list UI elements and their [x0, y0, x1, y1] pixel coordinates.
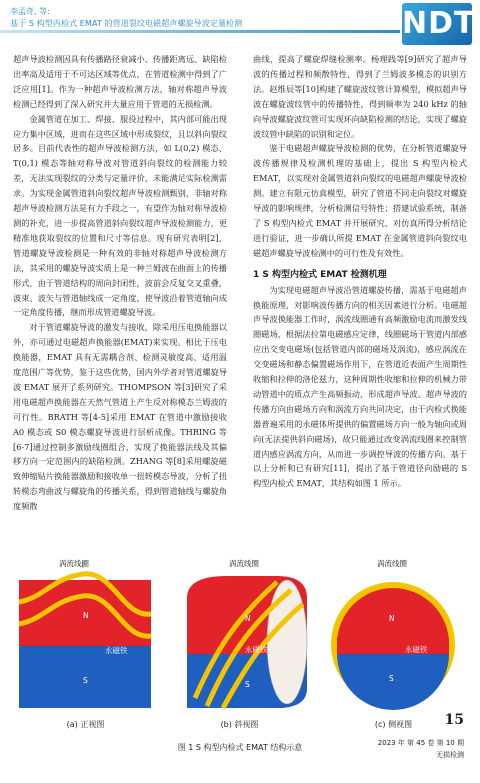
oblique-view-drawing [167, 558, 312, 718]
paragraph: 鉴于电磁超声螺旋导波检测的优势，在分析管道螺旋导波传播规律及检测机理的基础上，提出 S 构型内检式 EMAT，以实现对金属管道斜向裂纹的电磁超声螺旋导波检测。建立有限元仿真模型，研究了管道不同走向裂纹对螺旋导波的影响规律，分析检测信号特性；搭建试验系统，制备了 S 构型内检式 EMAT 并开展研究，对仿真所得分析结论进行验证，进一步确认所提 EMAT 在金属管道斜向裂纹电磁超声螺旋导波检测中的可行性及有效性。 [253, 143, 467, 258]
journal-logo: NDT [402, 3, 472, 45]
magnet-label: 永磁铁 [105, 646, 128, 655]
magnet-band [337, 638, 449, 654]
page-header [0, 0, 480, 50]
left-column [13, 52, 227, 514]
header-band [0, 30, 400, 33]
paragraph: 为实现电磁超声导波沿管道螺旋传播，需基于电磁超声换能原理，对影响波传播方向的相关因素进行分析。电磁超声导波换能器工作时，涡流线圈通有高频激励电流而激发线圈磁场，根据法拉第电磁感应定律，线圈磁场于管道内部感应出交变电磁场(包括管道内部的磁场及涡流)，感应涡流在交变磁场和静态偏置磁场作用下，在管道近表面产生周期性收缩和拉伸的洛伦兹力，这种周期性收缩和拉伸的机械力带动管道中的质点产生高频振动，形成超声导波。超声导波的传播方向由磁场方向和涡流方向共同决定，由于内检式换能器普遍采用的永磁体所提供的偏置磁场方向一般为轴向或周向(无法提供斜向磁场)，故只能通过改变涡流线圈来控制管道内感应涡流方向，从而进一步调控导波的传播方向。基于以上分析和已有研究[11]，提出了基于管道径向励磁的 S 构型内检式 EMAT，其结构如图 1 所示。 [253, 284, 467, 489]
pole-n-label: N [83, 611, 89, 620]
issue-info: 2023 年 第 45 卷 第 10 期 [377, 739, 464, 747]
coil-label: 涡流线圈 [229, 559, 259, 568]
magnet-label: 永磁铁 [245, 645, 268, 654]
coil-label: 涡流线圈 [377, 559, 407, 568]
pole-s-label: S [245, 680, 250, 689]
side-view-drawing [321, 558, 466, 718]
right-column [253, 52, 467, 491]
section-heading: 1 S 构型内检式 EMAT 检测机理 [253, 269, 387, 280]
paragraph: 曲线，提高了螺旋焊缝检测率。杨理践等[9]研究了超声导波的传播过程和频散特性，得到了兰姆波多模态的识别方法。赵维辰等[10]构建了螺旋波纹管计算模型，模拟超声导波在螺旋波纹管中的传播特性，得到频率为 240 kHz 的轴向导波螺旋波纹管可实现环向缺陷检测的结论，实现了螺旋波纹管中缺陷的识别和定位。 [253, 54, 467, 139]
figure-panel-side-view [321, 558, 466, 730]
figure-panel-oblique-view [167, 558, 312, 730]
paragraph: 对于管道螺旋导波的激发与接收，除采用压电换能器以外，亦可通过电磁超声换能器(EMAT)来实现。相比于压电换能器，EMAT 具有无需耦合剂、检测灵敏度高、适用温度范围广等优势，鉴于这些优势，国内外学者对管道螺旋导波 EMAT 展开了系列研究。THOMPSON 等[3]研究了采用电磁超声换能器在天然气管道上产生反对称模态兰姆波的可行性。BRATH 等[4-5]采用 EMAT 在管道中激励接收 A0 模态或 S0 模态螺旋导波进行层析成像。THRING 等[6-7]通过控制多激励线圈组合，实现了换能器法线及其偏移方向一定范围内的缺陷检测。ZHANG 等[8]采用螺旋磁致伸缩贴片换能器激励和接收单一扭转模态导波，分析了扭转模态弯曲波与螺旋角的传播关系，得到管道轴线与螺旋角度频散 [13, 322, 227, 512]
panel-label: (a) 正视图 [66, 720, 105, 729]
figure-caption: 图 1 S 构型内检式 EMAT 结构示意 [177, 743, 303, 752]
page-number: 15 [444, 712, 464, 728]
figure-panel-front-view [13, 558, 158, 730]
pole-n-label: N [389, 614, 395, 623]
magnet-label: 永磁铁 [405, 645, 428, 654]
pole-n-label: N [245, 614, 251, 623]
pole-s-label: S [389, 674, 394, 683]
journal-name: 无损检测 [436, 751, 464, 759]
paragraph: 金属管道在加工、焊接、服役过程中，其内部可能出现应力集中区域，进而在这些区域中形成裂纹，且以斜向裂纹居多。目前代表性的超声导波检测方法，如 L(0,2) 模态、T(0,1) 模态等轴对称导波对管道斜向裂纹的检测能力较差，无法实现裂纹的分类与定量评价，未能满足实际检测需求。为实现金属管道斜向裂纹超声导波检测甄别，非轴对称超声导波检测方法是有力手段之一，有望作为轴对称导波检测的补充，进一步提高管道斜向裂纹超声导波检测能力，更精准地获取裂纹的位置和尺寸等信息。现有研究表明[2]，管道螺旋导波检测是一种有效的非轴对称超声导波检测方法，其采用的螺旋导波实质上是一种兰姆波在曲面上的传播形式，由于管道结构的周向封闭性，波前会反复交叉重叠，波束、波矢与管道轴线成一定角度，使导波沿着管道轴向成一定角度传播，继而形成管道螺旋导波。 [13, 113, 227, 318]
magnet-end-face [267, 580, 307, 704]
pole-s-label: S [83, 676, 88, 685]
panel-label: (c) 侧视图 [374, 720, 413, 729]
front-view-drawing [13, 558, 158, 718]
header-authors: 李孟奇, 等: [10, 7, 50, 16]
coil-label: 涡流线圈 [59, 559, 89, 568]
panel-label: (b) 斜视图 [220, 720, 259, 729]
paragraph: 超声导波检测因具有传播路径衰减小、传播距离远、缺陷检出率高及适用于不可达区域等优点，在管道检测中得到了广泛应用[1]。作为一种超声导波检测方法，轴对称超声导波检测已经得到了深入研究并大量应用于管道的无损检测。 [13, 54, 227, 109]
figure-1 [13, 546, 467, 758]
header-title: 基于 S 构型内检式 EMAT 的管道裂纹电磁超声螺旋导波定量检测 [10, 19, 243, 28]
